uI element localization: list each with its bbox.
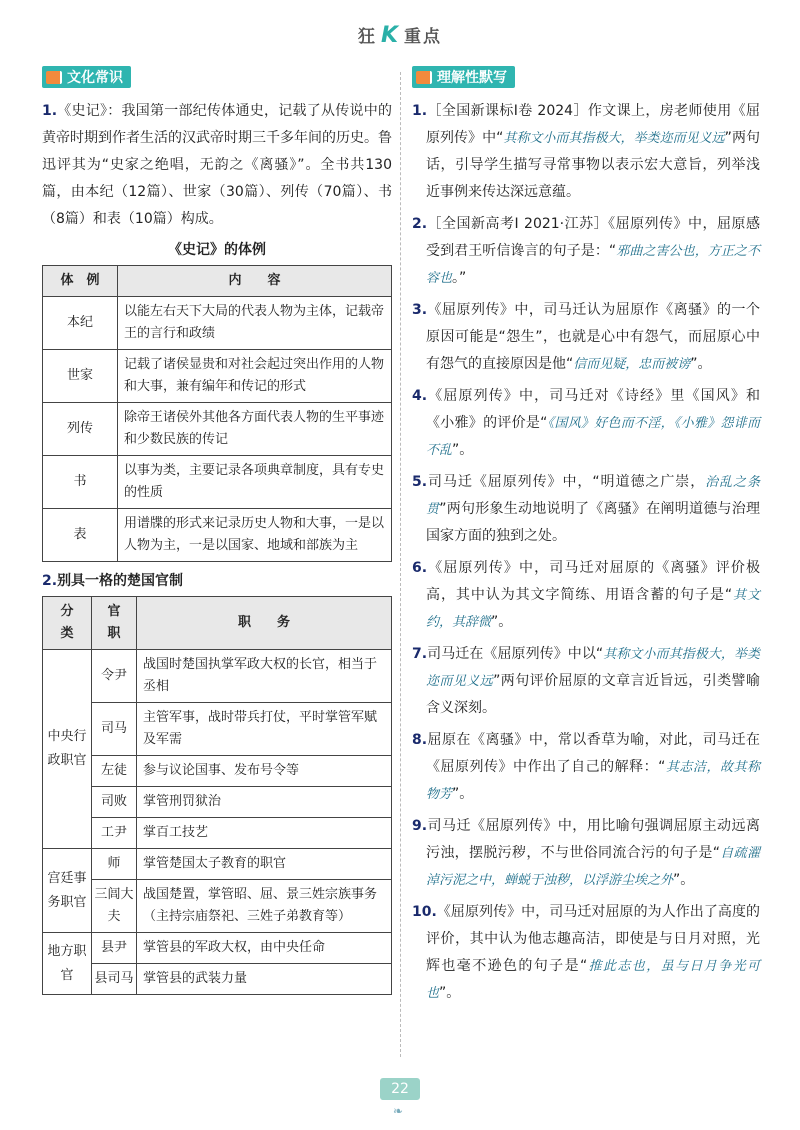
item-number: 9.: [412, 818, 428, 834]
table-row: [43, 849, 392, 880]
answer-quote: 其称文小而其指极大，举类迩而见义远: [426, 647, 760, 689]
question-item: [412, 641, 760, 722]
question-text-tail: ”。: [673, 872, 695, 888]
item-number: 5.: [412, 474, 428, 490]
header-right-text: 重点: [404, 27, 443, 47]
left-column: [42, 66, 392, 995]
table-cell: 参与议论国事、发布号令等: [137, 756, 392, 787]
question-text: 《屈原列传》中，司马迁对屈原的为人作出了高度的评价，其中认为他志趣高洁，即使是与日月对照，光辉也毫不逊色的句子是“: [426, 904, 760, 974]
table-cell: 用谱牒的形式来记录历史人物和大事，一是以人物为主，一是以国家、地域和部族为主: [118, 509, 392, 562]
table-cell: 以事为类，主要记录各项典章制度，具有专史的性质: [118, 456, 392, 509]
item-number: 2.: [412, 216, 428, 232]
question-text: 屈原在《离骚》中，常以香草为喻，对此，司马迁在《屈原列传》中作出了自己的解释：“: [426, 732, 760, 775]
item-number: 6.: [412, 560, 428, 576]
table-header-row: [43, 597, 392, 650]
culture-paragraph-1: [42, 98, 392, 233]
table-row: [43, 456, 392, 509]
section-title-recitation: [412, 66, 515, 88]
table-cell: 列传: [43, 403, 118, 456]
item-number: 1.: [42, 103, 58, 119]
question-text-tail: ”。: [439, 985, 461, 1001]
chu-official-table: [42, 596, 392, 995]
question-list: [412, 98, 760, 1007]
table-cell: 主管军事，战时带兵打仗，平时掌管军赋及军需: [137, 703, 392, 756]
table-row: [43, 880, 392, 933]
table-cell: 工尹: [92, 818, 137, 849]
table-cell: 令尹: [92, 650, 137, 703]
question-text: 《屈原列传》中，司马迁对屈原的《离骚》评价极高，其中认为其文字简练、用语含蓄的句子是“: [426, 560, 760, 603]
question-text-tail: 。”: [452, 270, 467, 286]
table-cell: 表: [43, 509, 118, 562]
table-cell: 县司马: [92, 964, 137, 995]
table-cell: 县尹: [92, 933, 137, 964]
table-header: 分 类: [43, 597, 92, 650]
table-cell: 记载了诸侯显贵和对社会起过突出作用的人物和大事，兼有编年和传记的形式: [118, 350, 392, 403]
answer-quote: 推此志也，虽与日月争光可也: [426, 959, 760, 1001]
table-cell: 除帝王诸侯外其他各方面代表人物的生平事迹和少数民族的传记: [118, 403, 392, 456]
section-title-text: 文化常识: [67, 70, 123, 86]
question-item: [412, 98, 760, 206]
header-left-text: 狂: [357, 27, 377, 47]
answer-quote: 其文约，其辞微: [426, 588, 760, 630]
table-row: [43, 509, 392, 562]
column-divider: [400, 72, 401, 1057]
page-number: 22: [380, 1078, 420, 1100]
question-item: [412, 469, 760, 550]
header-k-logo: K: [380, 23, 401, 48]
table-row: [43, 787, 392, 818]
answer-quote: 自疏濯淖污泥之中，蝉蜕于浊秽，以浮游尘埃之外: [426, 846, 760, 888]
table-cell: 掌管刑罚狱治: [137, 787, 392, 818]
item-number: 4.: [412, 388, 428, 404]
table-header: 官 职: [92, 597, 137, 650]
answer-quote: 《国风》好色而不淫，《小雅》怨诽而不乱: [426, 416, 760, 458]
table-group-cell: 中央行政职官: [43, 650, 92, 849]
table-group-cell: 宫廷事务职官: [43, 849, 92, 933]
item-number: 3.: [412, 302, 428, 318]
right-column: [412, 66, 760, 1012]
table-cell: 掌管楚国太子教育的职官: [137, 849, 392, 880]
table-header: 内 容: [118, 266, 392, 297]
question-item: [412, 555, 760, 636]
question-text: 《屈原列传》中，司马迁对《诗经》里《国风》和《小雅》的评价是“: [426, 388, 760, 431]
table-cell: 掌百工技艺: [137, 818, 392, 849]
table-group-cell: 地方职官: [43, 933, 92, 995]
table-cell: 师: [92, 849, 137, 880]
question-text: 司马迁《屈原列传》中，用比喻句强调屈原主动远离污浊，摆脱污秽，不与世俗同流合污的句子是“: [426, 818, 760, 861]
table-row: [43, 933, 392, 964]
question-item: [412, 297, 760, 378]
shiji-format-table: [42, 265, 392, 562]
item-number: 10.: [412, 904, 437, 920]
table-cell: 战国楚置，掌管昭、屈、景三姓宗族事务（主持宗庙祭祀、三姓子弟教育等）: [137, 880, 392, 933]
table-cell: 战国时楚国执掌军政大权的长官，相当于丞相: [137, 650, 392, 703]
leaf-icon: ❧: [393, 1104, 404, 1118]
table-row: [43, 818, 392, 849]
question-text: 司马迁《屈原列传》中，“明道德之广崇，: [427, 474, 706, 490]
answer-quote: 信而见疑，忠而被谤: [573, 357, 691, 372]
question-text-tail: ”两句评价屈原的文章言近旨远，引类譬喻含义深刻。: [426, 673, 760, 716]
page-header: [0, 22, 800, 48]
subsection-title: [42, 570, 392, 590]
table-row: [43, 756, 392, 787]
question-text-tail: ”。: [452, 442, 474, 458]
table-cell: 三闾大夫: [92, 880, 137, 933]
table-header: 职 务: [137, 597, 392, 650]
question-text-tail: ”。: [491, 614, 513, 630]
table-cell: 书: [43, 456, 118, 509]
answer-quote: 其称文小而其指极大，举类迩而见义远: [503, 131, 725, 146]
table-cell: 掌管县的武装力量: [137, 964, 392, 995]
table-row: [43, 703, 392, 756]
answer-quote: 治乱之条贯: [426, 475, 760, 517]
table-cell: 以能左右天下大局的代表人物为主体，记载帝王的言行和政绩: [118, 297, 392, 350]
question-text-tail: ”。: [690, 356, 712, 372]
section-title-text: 理解性默写: [437, 70, 507, 86]
paragraph-text: 《史记》：我国第一部纪传体通史，记载了从传说中的黄帝时期到作者生活的汉武帝时期三千多年间的历史。鲁迅评其为“史家之绝唱，无韵之《离骚》”。全书共130篇，由本纪（12篇）、世家（30篇）、列传（70篇）、书（8篇）和表（10篇）构成。: [42, 103, 392, 227]
section-title-culture: [42, 66, 131, 88]
question-text-tail: ”。: [452, 786, 474, 802]
question-item: [412, 727, 760, 808]
question-item: [412, 813, 760, 894]
table-caption: 《史记》的体例: [168, 242, 266, 258]
table-cell: 司马: [92, 703, 137, 756]
question-text: ［全国新高考Ⅰ 2021·江苏］《屈原列传》中，屈原感受到君王听信谗言的句子是：“: [426, 216, 760, 259]
question-item: [412, 211, 760, 292]
subsection-title-text: 别具一格的楚国官制: [57, 573, 184, 589]
table-header: 体 例: [43, 266, 118, 297]
table-row: [43, 297, 392, 350]
table-cell: 掌管县的军政大权，由中央任命: [137, 933, 392, 964]
table-row: [43, 964, 392, 995]
table-cell: 左徒: [92, 756, 137, 787]
book-icon: [46, 71, 62, 84]
question-text: 司马迁在《屈原列传》中以“: [427, 646, 604, 662]
answer-quote: 邪曲之害公也，方正之不容也: [426, 244, 760, 286]
table-row: [43, 350, 392, 403]
answer-quote: 其志洁，故其称物芳: [426, 760, 760, 802]
table-cell: 司败: [92, 787, 137, 818]
question-text: ［全国新课标Ⅰ卷 2024］作文课上，房老师使用《屈原列传》中“: [426, 103, 760, 146]
item-number: 7.: [412, 646, 428, 662]
table-cell: 本纪: [43, 297, 118, 350]
question-text-tail: ”两句话，引导学生描写寻常事物以表示宏大意旨，列举浅近事例来传达深远意蕴。: [426, 130, 760, 200]
question-text: 《屈原列传》中，司马迁认为屈原作《离骚》的一个原因可能是“怨生”，也就是心中有怨气，而屈原心中有怨气的直接原因是他“: [426, 302, 760, 372]
question-item: [412, 899, 760, 1007]
table-row: [43, 403, 392, 456]
item-number: 2.: [42, 573, 58, 589]
item-number: 1.: [412, 103, 428, 119]
table-header-row: [43, 266, 392, 297]
table-row: [43, 650, 392, 703]
item-number: 8.: [412, 732, 428, 748]
question-text-tail: ”两句形象生动地说明了《离骚》在阐明道德与治理国家方面的独到之处。: [426, 501, 760, 544]
book-icon: [416, 71, 432, 84]
table-cell: 世家: [43, 350, 118, 403]
question-item: [412, 383, 760, 464]
